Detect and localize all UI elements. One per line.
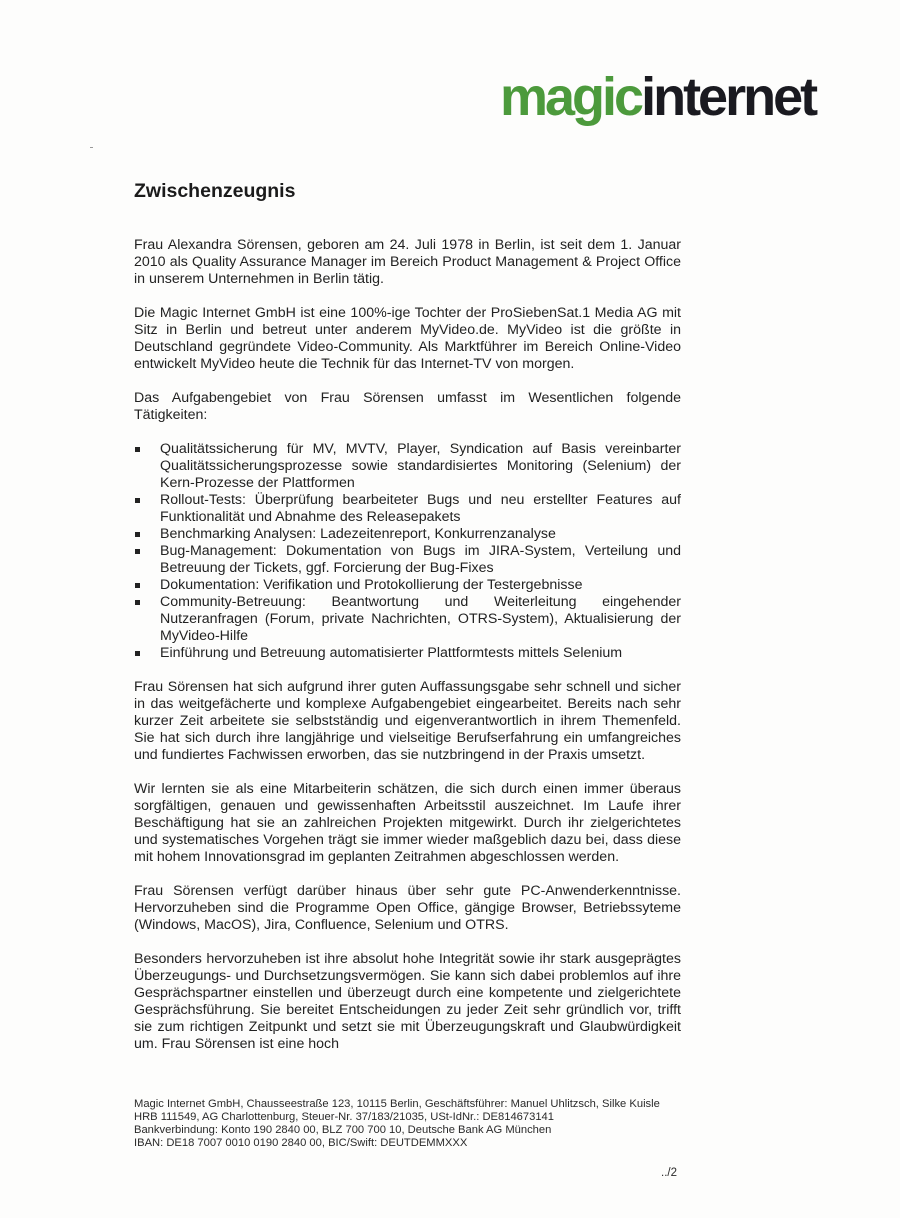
company-logo — [500, 66, 815, 128]
task-item: Einführung und Betreuung automatisierter Plattformtests mittels Selenium — [134, 645, 681, 662]
task-list — [134, 441, 681, 662]
bullet-icon — [135, 498, 140, 503]
document-title: Zwischenzeugnis — [134, 180, 296, 202]
bullet-icon — [135, 532, 140, 537]
task-item: Community-Betreuung: Beantwortung und Weiterleitung eingehender Nutzeranfragen (Forum, private Nachrichten, OTRS-System), Aktualisierung der MyVideo-Hilfe — [134, 594, 681, 645]
page-continuation: ../2 — [661, 1167, 677, 1179]
intro-paragraph: Frau Alexandra Sörensen, geboren am 24. Juli 1978 in Berlin, ist seit dem 1. Januar 2010 als Quality Assurance Manager im Bereich Product Management & Project Office in unserem Unternehmen in Berlin tätig. — [134, 237, 681, 287]
document-body — [134, 237, 681, 1070]
logo-internet: internet — [641, 67, 816, 127]
task-item: Rollout-Tests: Überprüfung bearbeiteter Bugs und neu erstellter Features auf Funktionalität und Abnahme des Releasepakets — [134, 492, 681, 526]
scan-speck — [90, 147, 93, 148]
integrity-paragraph: Besonders hervorzuheben ist ihre absolut hohe Integrität sowie ihr stark ausgeprägtes Überzeugungs- und Durchsetzungsvermögen. Sie kann sich dabei problemlos auf ihre Gesprächspartner einstellen und überzeugt durch eine kompetente und zielgerichtete Gesprächsführung. Sie bereitet Entscheidungen zu jeder Zeit sehr gründlich vor, trifft sie zum richtigen Zeitpunkt und setzt sie mit Überzeugungskraft und Glaubwürdigkeit um. Frau Sörensen ist eine hoch — [134, 951, 681, 1052]
footer-line-registry: HRB 111549, AG Charlottenburg, Steuer-Nr. 37/183/21035, USt-IdNr.: DE814673141 — [134, 1111, 554, 1123]
task-item: Benchmarking Analysen: Ladezeitenreport, Konkurrenzanalyse — [134, 526, 681, 543]
company-footer — [134, 1098, 660, 1150]
task-item: Bug-Management: Dokumentation von Bugs im JIRA-System, Verteilung und Betreuung der Tickets, ggf. Forcierung der Bug-Fixes — [134, 543, 681, 577]
tasks-intro-paragraph: Das Aufgabengebiet von Frau Sörensen umfasst im Wesentlichen folgende Tätigkeiten: — [134, 390, 681, 423]
skills-paragraph: Frau Sörensen verfügt darüber hinaus über sehr gute PC-Anwenderkenntnisse. Hervorzuheben sind die Programme Open Office, gängige Browser, Betriebssyteme (Windows, MacOS), Jira, Confluence, Selenium und OTRS. — [134, 883, 681, 933]
task-item: Qualitätssicherung für MV, MVTV, Player, Syndication auf Basis vereinbarter Qualitätssicherungsprozesse sowie standardisiertes Monitoring (Selenium) der Kern-Prozesse der Plattformen — [134, 441, 681, 492]
company-paragraph: Die Magic Internet GmbH ist eine 100%-ige Tochter der ProSiebenSat.1 Media AG mit Sitz in Berlin und betreut unter anderem MyVideo.de. MyVideo ist die größte in Deutschland gegründete Video-Community. Als Marktführer im Bereich Online-Video entwickelt MyVideo heute die Technik für das Internet-TV von morgen. — [134, 305, 681, 372]
footer-line-iban: IBAN: DE18 7007 0010 0190 2840 00, BIC/Swift: DEUTDEMMXXX — [134, 1137, 468, 1149]
footer-line-address: Magic Internet GmbH, Chausseestraße 123, 10115 Berlin, Geschäftsführer: Manuel Uhlitzsch, Silke Kuisle — [134, 1098, 660, 1110]
bullet-icon — [135, 549, 140, 554]
footer-line-bank: Bankverbindung: Konto 190 2840 00, BLZ 700 700 10, Deutsche Bank AG München — [134, 1124, 552, 1136]
task-item: Dokumentation: Verifikation und Protokollierung der Testergebnisse — [134, 577, 681, 594]
bullet-icon — [135, 651, 140, 656]
performance-paragraph: Frau Sörensen hat sich aufgrund ihrer guten Auffassungsgabe sehr schnell und sicher in das weitgefächerte und komplexe Aufgabengebiet eingearbeitet. Bereits nach sehr kurzer Zeit arbeitete sie selbstständig und eigenverantwortlich in ihrem Themenfeld. Sie hat sich durch ihre langjährige und vielseitige Berufserfahrung ein umfangreiches und fundiertes Fachwissen erworben, das sie nutzbringend in der Praxis umsetzt. — [134, 679, 681, 763]
bullet-icon — [135, 447, 140, 452]
logo-magic: magic — [500, 67, 642, 127]
work-style-paragraph: Wir lernten sie als eine Mitarbeiterin schätzen, die sich durch einen immer überaus sorgfältigen, genauen und gewissenhaften Arbeitsstil auszeichnet. Im Laufe ihrer Beschäftigung hat sie an zahlreichen Projekten mitgewirkt. Durch ihr zielgerichtetes und systematisches Vorgehen trägt sie immer wieder maßgeblich dazu bei, dass diese mit hohem Innovationsgrad im geplanten Zeitrahmen abgeschlossen werden. — [134, 781, 681, 865]
bullet-icon — [135, 583, 140, 588]
bullet-icon — [135, 600, 140, 605]
